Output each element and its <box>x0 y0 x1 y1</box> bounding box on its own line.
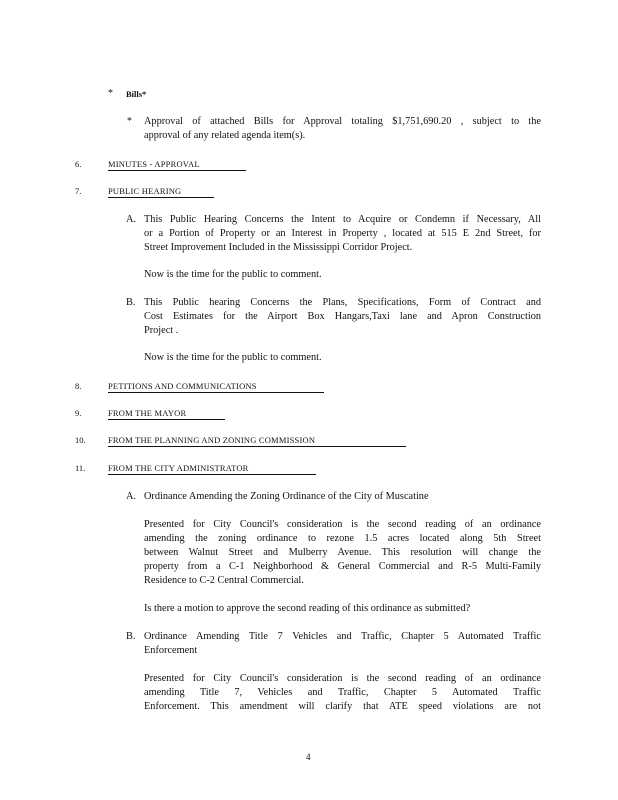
bills-bullet: * <box>108 88 113 99</box>
admin-a-para-line-2: amending the zoning ordinance to rezone 1.5 acres located along 5th Street <box>144 533 541 544</box>
hearing-a-line-3: Street Improvement Included in the Mississippi Corridor Project. <box>144 242 413 253</box>
hearing-b-line-3: Project . <box>144 325 179 336</box>
admin-a-motion-question: Is there a motion to approve the second reading of this ordinance as submitted? <box>144 603 471 614</box>
section-9-number: 9. <box>75 408 82 418</box>
section-9-title: FROM THE MAYOR <box>108 408 225 420</box>
hearing-a-comment: Now is the time for the public to comment. <box>144 269 322 280</box>
section-11-title: FROM THE CITY ADMINISTRATOR <box>108 463 316 475</box>
admin-b-para-line-3: Enforcement. This amendment will clarify that ATE speed violations are not <box>144 701 541 712</box>
bills-sub-bullet: * <box>127 116 132 127</box>
admin-a-para-line-1: Presented for City Council's consideration is the second reading of an ordinance <box>144 519 541 530</box>
section-11-number: 11. <box>75 463 86 473</box>
section-8-title: PETITIONS AND COMMUNICATIONS <box>108 381 324 393</box>
section-8-number: 8. <box>75 381 82 391</box>
hearing-a-line-2: or a Portion of Property or an Interest in Property , located at 515 E 2nd Street, for <box>144 228 541 239</box>
admin-a-letter: A. <box>126 491 137 502</box>
admin-b-title-line-2: Enforcement <box>144 645 198 656</box>
bills-label: Bills* <box>126 89 147 99</box>
hearing-a-line-1: This Public Hearing Concerns the Intent to Acquire or Condemn if Necessary, All <box>144 214 541 225</box>
section-7-title: PUBLIC HEARING <box>108 186 214 198</box>
hearing-b-line-2: Cost Estimates for the Airport Box Hangars,Taxi lane and Apron Construction <box>144 311 541 322</box>
hearing-a-letter: A. <box>126 214 137 225</box>
page-number: 4 <box>306 752 311 762</box>
admin-b-para-line-2: amending Title 7, Vehicles and Traffic, Chapter 5 Automated Traffic <box>144 687 541 698</box>
section-6-title: MINUTES - APPROVAL <box>108 159 246 171</box>
hearing-b-line-1: This Public hearing Concerns the Plans, Specifications, Form of Contract and <box>144 297 541 308</box>
bills-approval-line-1: Approval of attached Bills for Approval totaling $1,751,690.20 , subject to the <box>144 116 541 127</box>
section-10-number: 10. <box>75 435 86 445</box>
admin-b-letter: B. <box>126 631 136 642</box>
admin-b-title-line-1: Ordinance Amending Title 7 Vehicles and Traffic, Chapter 5 Automated Traffic <box>144 631 541 642</box>
admin-b-para-line-1: Presented for City Council's consideration is the second reading of an ordinance <box>144 673 541 684</box>
section-10-title: FROM THE PLANNING AND ZONING COMMISSION <box>108 435 406 447</box>
section-7-number: 7. <box>75 186 82 196</box>
hearing-b-letter: B. <box>126 297 136 308</box>
admin-a-para-line-3: between Walnut Street and Mulberry Avenue. This resolution will change the <box>144 547 541 558</box>
admin-a-title: Ordinance Amending the Zoning Ordinance of the City of Muscatine <box>144 491 429 502</box>
admin-a-para-line-4: property from a C-1 Neighborhood & General Commercial and R-5 Multi-Family <box>144 561 541 572</box>
hearing-b-comment: Now is the time for the public to comment. <box>144 352 322 363</box>
section-6-number: 6. <box>75 159 82 169</box>
bills-approval-line-2: approval of any related agenda item(s). <box>144 130 306 141</box>
admin-a-para-line-5: Residence to C-2 Central Commercial. <box>144 575 304 586</box>
